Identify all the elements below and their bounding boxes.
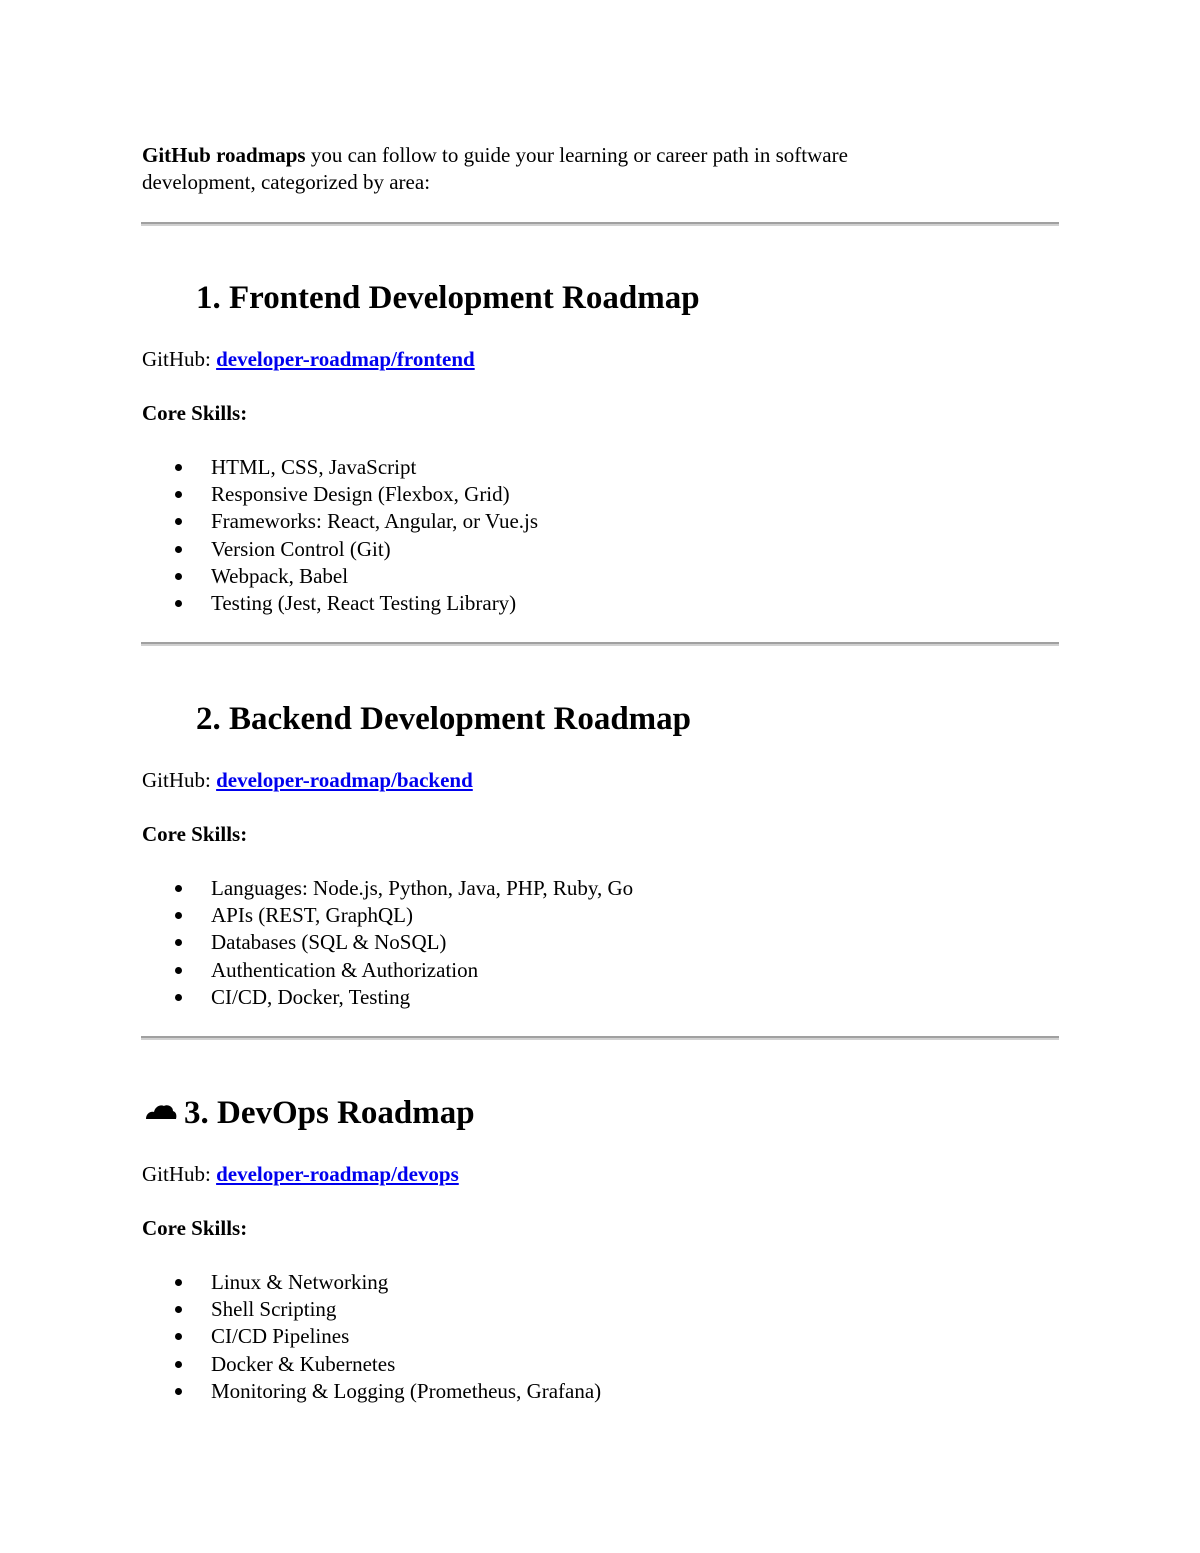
skill-text: APIs (REST, GraphQL) — [211, 903, 414, 928]
section-3-title-text: 3. DevOps Roadmap — [184, 1095, 475, 1131]
section-1-skills-list — [142, 454, 538, 617]
skill-text: CI/CD, Docker, Testing — [211, 984, 411, 1009]
list-item — [142, 563, 538, 590]
skill-text: Webpack, Babel — [211, 563, 349, 588]
bullet-icon — [175, 464, 182, 471]
skill-text: Docker & Kubernetes — [211, 1351, 396, 1376]
bullet-icon — [175, 491, 182, 498]
bullet-icon — [175, 939, 182, 946]
list-item — [142, 590, 538, 617]
list-item — [142, 1269, 601, 1296]
bullet-icon — [175, 1306, 182, 1313]
list-item — [142, 957, 633, 984]
skill-text: Databases (SQL & NoSQL) — [211, 930, 447, 955]
github-label: GitHub: — [142, 1162, 211, 1186]
github-label: GitHub: — [142, 347, 211, 371]
section-1-core-skills-label: Core Skills: — [142, 401, 248, 425]
frontend-roadmap-link[interactable]: developer-roadmap/frontend — [216, 347, 475, 371]
section-1-github-line — [142, 346, 475, 373]
bullet-icon — [175, 1279, 182, 1286]
intro-text: you can follow to guide your learning or career path in software development, categorized by area: — [142, 143, 848, 194]
bullet-icon — [175, 1361, 182, 1368]
list-item — [142, 1323, 601, 1350]
bullet-icon — [175, 600, 182, 607]
list-item — [142, 1296, 601, 1323]
cloud-icon — [142, 1095, 178, 1125]
section-3-title — [142, 1093, 475, 1133]
list-item — [142, 1351, 601, 1378]
skill-text: Testing (Jest, React Testing Library) — [211, 591, 517, 616]
section-2-title: 2. Backend Development Roadmap — [196, 701, 692, 737]
bullet-icon — [175, 912, 182, 919]
list-item — [142, 508, 538, 535]
section-3-core-skills-label: Core Skills: — [142, 1216, 248, 1240]
list-item — [142, 984, 633, 1011]
skill-text: Linux & Networking — [211, 1270, 389, 1294]
skill-text: Responsive Design (Flexbox, Grid) — [211, 482, 510, 507]
list-item — [142, 481, 538, 508]
skill-text: HTML, CSS, JavaScript — [211, 455, 417, 479]
skill-text: Frameworks: React, Angular, or Vue.js — [211, 509, 539, 534]
skill-text: Version Control (Git) — [211, 536, 391, 561]
bullet-icon — [175, 518, 182, 525]
list-item — [142, 454, 538, 481]
section-2-core-skills-label: Core Skills: — [142, 822, 248, 846]
section-2-github-line — [142, 767, 473, 794]
bullet-icon — [175, 885, 182, 892]
section-2-skills-list — [142, 875, 633, 1011]
list-item — [142, 875, 633, 902]
horizontal-rule — [141, 222, 1059, 226]
list-item — [142, 929, 633, 956]
skill-text: CI/CD Pipelines — [211, 1324, 350, 1349]
devops-roadmap-link[interactable]: developer-roadmap/devops — [216, 1162, 459, 1186]
list-item — [142, 902, 633, 929]
intro-paragraph — [142, 142, 962, 196]
skill-text: Languages: Node.js, Python, Java, PHP, Ruby, Go — [211, 876, 634, 900]
skill-text: Authentication & Authorization — [211, 957, 479, 982]
backend-roadmap-link[interactable]: developer-roadmap/backend — [216, 768, 473, 792]
bullet-icon — [175, 994, 182, 1001]
section-1-title: 1. Frontend Development Roadmap — [196, 280, 700, 316]
horizontal-rule — [141, 642, 1059, 646]
bullet-icon — [175, 1333, 182, 1340]
skill-text: Shell Scripting — [211, 1297, 337, 1322]
bullet-icon — [175, 573, 182, 580]
list-item — [142, 1378, 601, 1405]
horizontal-rule — [141, 1036, 1059, 1040]
bullet-icon — [175, 546, 182, 553]
intro-bold: GitHub roadmaps — [142, 143, 306, 167]
github-label: GitHub: — [142, 768, 211, 792]
skill-text: Monitoring & Logging (Prometheus, Grafana) — [211, 1378, 602, 1403]
bullet-icon — [175, 967, 182, 974]
bullet-icon — [175, 1388, 182, 1395]
list-item — [142, 536, 538, 563]
section-3-skills-list — [142, 1269, 601, 1405]
section-3-github-line — [142, 1161, 459, 1188]
